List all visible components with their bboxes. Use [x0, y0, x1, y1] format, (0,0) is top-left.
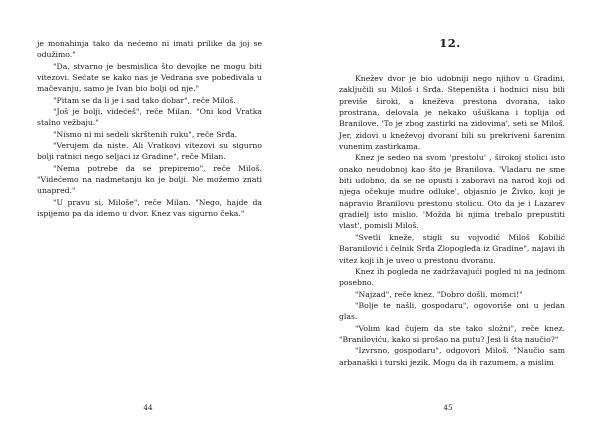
right-page-text	[339, 73, 565, 368]
paragraph: Knez je sedeo na svom 'prestolu' , širokoj stolici isto onako neudobnoj kao što je Branilova. 'Vladaru ne sme biti udobno, da se ne opusti i zaboravi na narod koji od njega očekuje mudre odluke', objasnio je Živko, koji je napravio Branilovu prestonu stolicu. Oto da je i Lazarev gradielj isto mislio. 'Možda bi njima trebalo prepustiti vlast', pomisli Miloš.	[339, 153, 565, 231]
paragraph: "Bolje te našli, gospodaru", ogovoriše oni u jedan glas.	[339, 300, 565, 322]
paragraph: "Svetli kneže, stigli su vojvodić Miloš Kobilić Baranilović i čelnik Srđa Zlopogleđa iz Gradine", najavi ih vitez koji ih je uveo u prestonu dvoranu.	[339, 232, 565, 265]
paragraph: "Nema potrebe da se prepiremo", reče Miloš. "Videćemo na nadmetanju ko je bolji. Ne možemo znati unapred."	[37, 163, 262, 196]
chapter-title: 12.	[439, 36, 461, 50]
paragraph: je monahinja tako da nećemo ni imati prilike da joj se odužimo."	[37, 39, 262, 60]
paragraph: "Nismo ni mi sedeli skrštenih ruku", reče Srđa.	[53, 129, 238, 139]
left-page-text	[37, 38, 262, 220]
paragraph: "Još je bolji, videćeš", reče Milan. "Oni kod Vratka stalno vežbaju."	[37, 107, 262, 128]
paragraph: "U pravu si, Miloše", reče Milan. "Nego, hajde da ispijemo pa da idemo u dvor. Knez vas sigurno čeka."	[37, 197, 262, 219]
paragraph: "Da, stvarno je besmislica što devojke ne mogu biti vitezovi. Sećate se kako nas je Vedrana sve pobeđivala u mačevanju, samo je Ivan bio bolji od nje."	[37, 61, 262, 94]
paragraph: Knez ih pogleda ne zadržavajući pogled ni na jednom posebno.	[339, 266, 565, 288]
paragraph: "Najzad", reče knez. "Dobro došli, momci!"	[355, 289, 523, 299]
paragraph: "Volim kad čujem da ste tako složni", reče knez. "Braniloviću, kako si prošao na putu? Jesi li šta naučio?"	[339, 323, 565, 344]
paragraph: "Pitam se da li je i sad tako dobar", reče Miloš.	[53, 95, 236, 105]
paragraph: "Izvrsno, gospodaru", odgovori Miloš. "Naučio sam arbanaški i turski jezik. Mogu da ih razumem, a mislim	[339, 346, 565, 367]
page-number-right: 45	[443, 403, 453, 412]
paragraph: "Verujem da niste. Ali Vratkovi vitezovi su sigurno bolji ratnici nego seljaci iz Gradine", reče Milan.	[37, 141, 262, 162]
paragraph: Knežev dvor je bio udobniji nego njihov u Gradini, zaključili su Miloš i Srđa. Stepeništa i hodnici nisu bili previše široki, a kneževa prestona dvorana, iako prostrana, delovala je nekako ušuškana i toplija od Branilove. 'To je zbog zastirki na zidovima', seti se Miloš. Jer, zidovi u kneževoj dvorani bili su prekriveni šarenim vunenim zastirkama.	[339, 74, 565, 152]
page-number-left: 44	[143, 403, 153, 412]
